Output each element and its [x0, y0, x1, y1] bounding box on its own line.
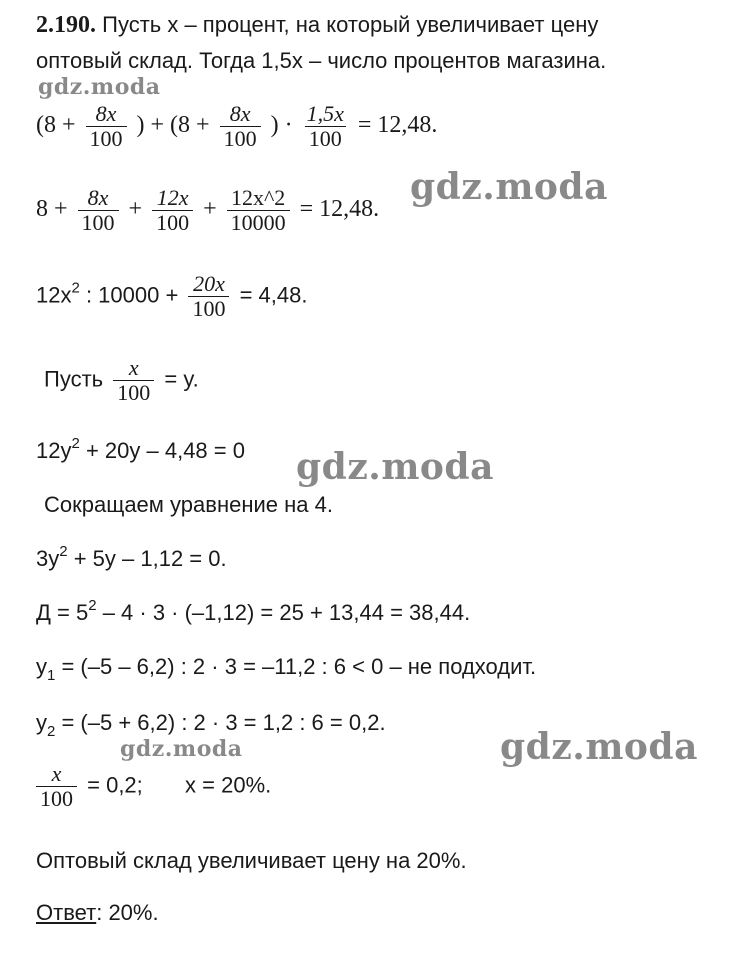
eq5-b: + 5y – 1,12 = 0.	[73, 546, 227, 571]
conclusion: Оптовый склад увеличивает цену на 20%.	[36, 848, 467, 873]
eq3-exponent: 2	[71, 279, 80, 297]
eq4-b: + 20y – 4,48 = 0	[85, 438, 245, 463]
equation-3	[36, 272, 307, 321]
let-fraction: $\frac{x}{100}$	[113, 356, 154, 405]
eq1-fraction-3: $\frac{1,5x}{100}$	[306, 101, 344, 151]
y1-rest: = (–5 – 6,2) : 2 · 3 = –11,2 : 6 < 0 – не подходит.	[61, 654, 537, 679]
eq1-fraction-1: $\frac{8x}{100}$	[86, 102, 127, 151]
y2-subscript: 2	[47, 723, 56, 740]
problem-number: 2.190.	[36, 12, 96, 38]
problem-line-1	[36, 10, 598, 40]
substitution-line	[44, 356, 199, 405]
eq1-rhs: = 12,48.	[357, 112, 438, 139]
y2-rest: = (–5 + 6,2) : 2 · 3 = 1,2 : 6 = 0,2.	[61, 710, 386, 735]
eq1-close: ) ·	[270, 112, 293, 139]
disc-a: Д = 5	[36, 600, 89, 625]
final-rhs: = 0,2;	[87, 772, 143, 798]
equation-5	[36, 544, 227, 574]
final-equation	[32, 762, 271, 811]
equation-1	[36, 102, 437, 151]
eq4-a: 12y	[36, 438, 72, 463]
watermark-5: gdz.moda	[500, 726, 698, 768]
disc-b: – 4 · 3 · (–1,12) = 25 + 13,44 = 38,44.	[102, 600, 471, 625]
eq5-a: 3y	[36, 546, 60, 571]
eq2-fraction-2: $\frac{12x}{100}$	[152, 186, 193, 235]
y1-subscript: 1	[47, 667, 56, 684]
eq2-rhs: = 12,48.	[299, 196, 380, 223]
watermark-4: gdz.moda	[120, 736, 243, 762]
watermark-3: gdz.moda	[296, 446, 494, 488]
eq2-plus-1: +	[128, 196, 143, 223]
y2-var: y	[36, 710, 47, 735]
equation-4	[36, 436, 245, 466]
eq2-plus-2: +	[203, 196, 217, 223]
reduce-note: Сокращаем уравнение на 4.	[44, 492, 333, 517]
root-y1-line	[36, 652, 536, 682]
eq1-open: (8 +	[36, 112, 76, 139]
eq2-fraction-3: $\frac{12x\^{}2}{10000}$	[227, 186, 290, 235]
problem-text-1: Пусть x – процент, на который увеличивает цену	[102, 12, 599, 37]
answer-label: Ответ	[36, 900, 97, 925]
let-lead: Пусть	[44, 366, 104, 392]
eq3-fraction: $\frac{20x}{100}$	[188, 272, 229, 321]
final-x: x = 20%.	[185, 772, 272, 798]
eq1-fraction-2: $\frac{8x}{100}$	[220, 102, 261, 151]
answer-value: : 20%.	[96, 900, 159, 925]
watermark-1: gdz.moda	[38, 74, 161, 100]
eq3-lead: 12x	[36, 282, 72, 308]
final-fraction: $\frac{x}{100}$	[36, 762, 77, 811]
eq3-rhs: = 4,48.	[239, 282, 308, 308]
watermark-2: gdz.moda	[410, 166, 608, 208]
y1-var: y	[36, 654, 47, 679]
eq5-exponent: 2	[59, 543, 68, 560]
eq4-exponent: 2	[71, 435, 80, 452]
problem-line-2: оптовый склад. Тогда 1,5x – число процентов магазина.	[36, 48, 607, 73]
eq2-fraction-1: $\frac{8x}{100}$	[78, 186, 119, 235]
let-rhs: = y.	[164, 366, 199, 392]
eq2-lead: 8 +	[36, 196, 68, 223]
eq1-mid: ) + (8 +	[136, 112, 210, 139]
eq3-mid: : 10000 +	[85, 282, 179, 308]
equation-2	[36, 186, 379, 235]
disc-exponent: 2	[88, 597, 97, 614]
discriminant-line	[36, 598, 470, 628]
answer-line	[36, 898, 159, 928]
root-y2-line	[36, 708, 386, 738]
